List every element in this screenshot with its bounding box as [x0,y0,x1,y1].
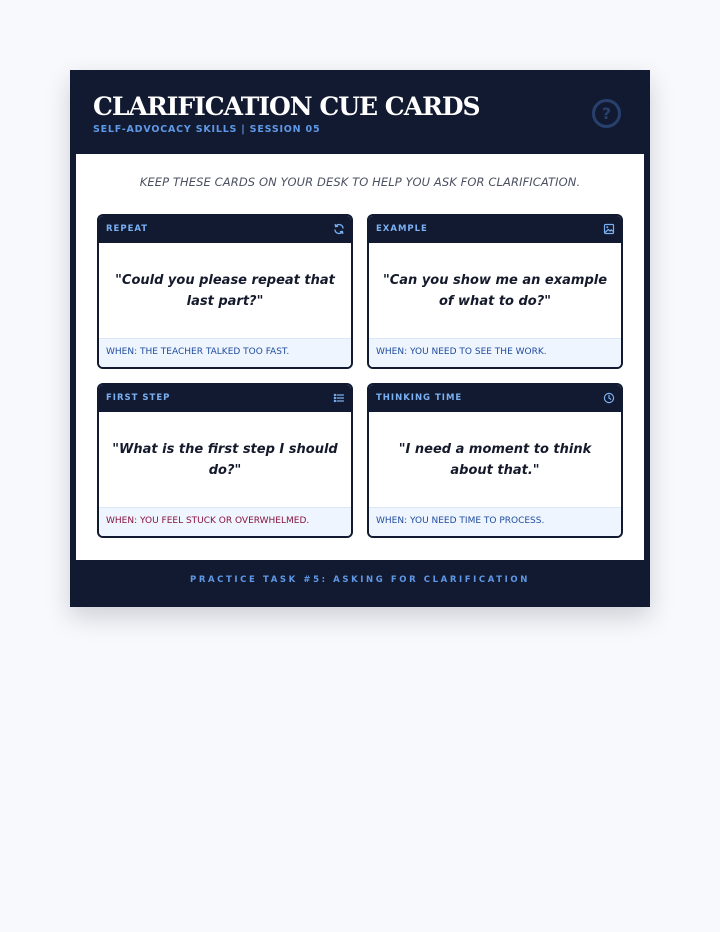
card-header [99,216,351,243]
card-footer [99,338,351,367]
cue-card-first-step [97,383,353,538]
footer-text: PRACTICE TASK #5: ASKING FOR CLARIFICATION [190,575,530,585]
card-quote: "Could you please repeat that last part?" [115,273,335,309]
card-header [369,216,621,243]
card-footer [369,507,621,536]
cue-card-sheet [70,70,650,607]
card-quote: "Can you show me an example of what to do?" [382,273,608,309]
card-label: FIRST STEP [106,393,171,403]
page-subtitle: SELF-ADVOCACY SKILLS | SESSION 05 [93,124,321,135]
sheet-body [76,154,644,560]
cue-card-repeat [97,214,353,369]
page-title: CLARIFICATION CUE CARDS [93,92,480,121]
card-quote: "I need a moment to think about that." [398,442,592,478]
clock-icon [603,392,615,404]
card-footer [99,507,351,536]
card-label: EXAMPLE [376,224,428,234]
sheet-header [70,70,650,154]
refresh-icon [333,223,345,235]
card-label: REPEAT [106,224,149,234]
cue-card-example [367,214,623,369]
card-when-text: WHEN: YOU NEED TIME TO PROCESS. [376,516,545,526]
question-circle-icon: ? [592,99,621,128]
image-icon [603,223,615,235]
card-label: THINKING TIME [376,393,463,403]
card-when-text: WHEN: YOU NEED TO SEE THE WORK. [376,347,547,357]
list-icon [333,392,345,404]
sheet-footer [70,560,650,607]
cue-card-thinking-time [367,383,623,538]
instruction-text: KEEP THESE CARDS ON YOUR DESK TO HELP YOU ASK FOR CLARIFICATION. [139,175,581,189]
card-header [369,385,621,412]
card-when-text: WHEN: THE TEACHER TALKED TOO FAST. [106,347,290,357]
card-footer [369,338,621,367]
card-when-text: WHEN: YOU FEEL STUCK OR OVERWHELMED. [106,516,310,526]
card-quote: "What is the first step I should do?" [112,442,338,478]
card-header [99,385,351,412]
